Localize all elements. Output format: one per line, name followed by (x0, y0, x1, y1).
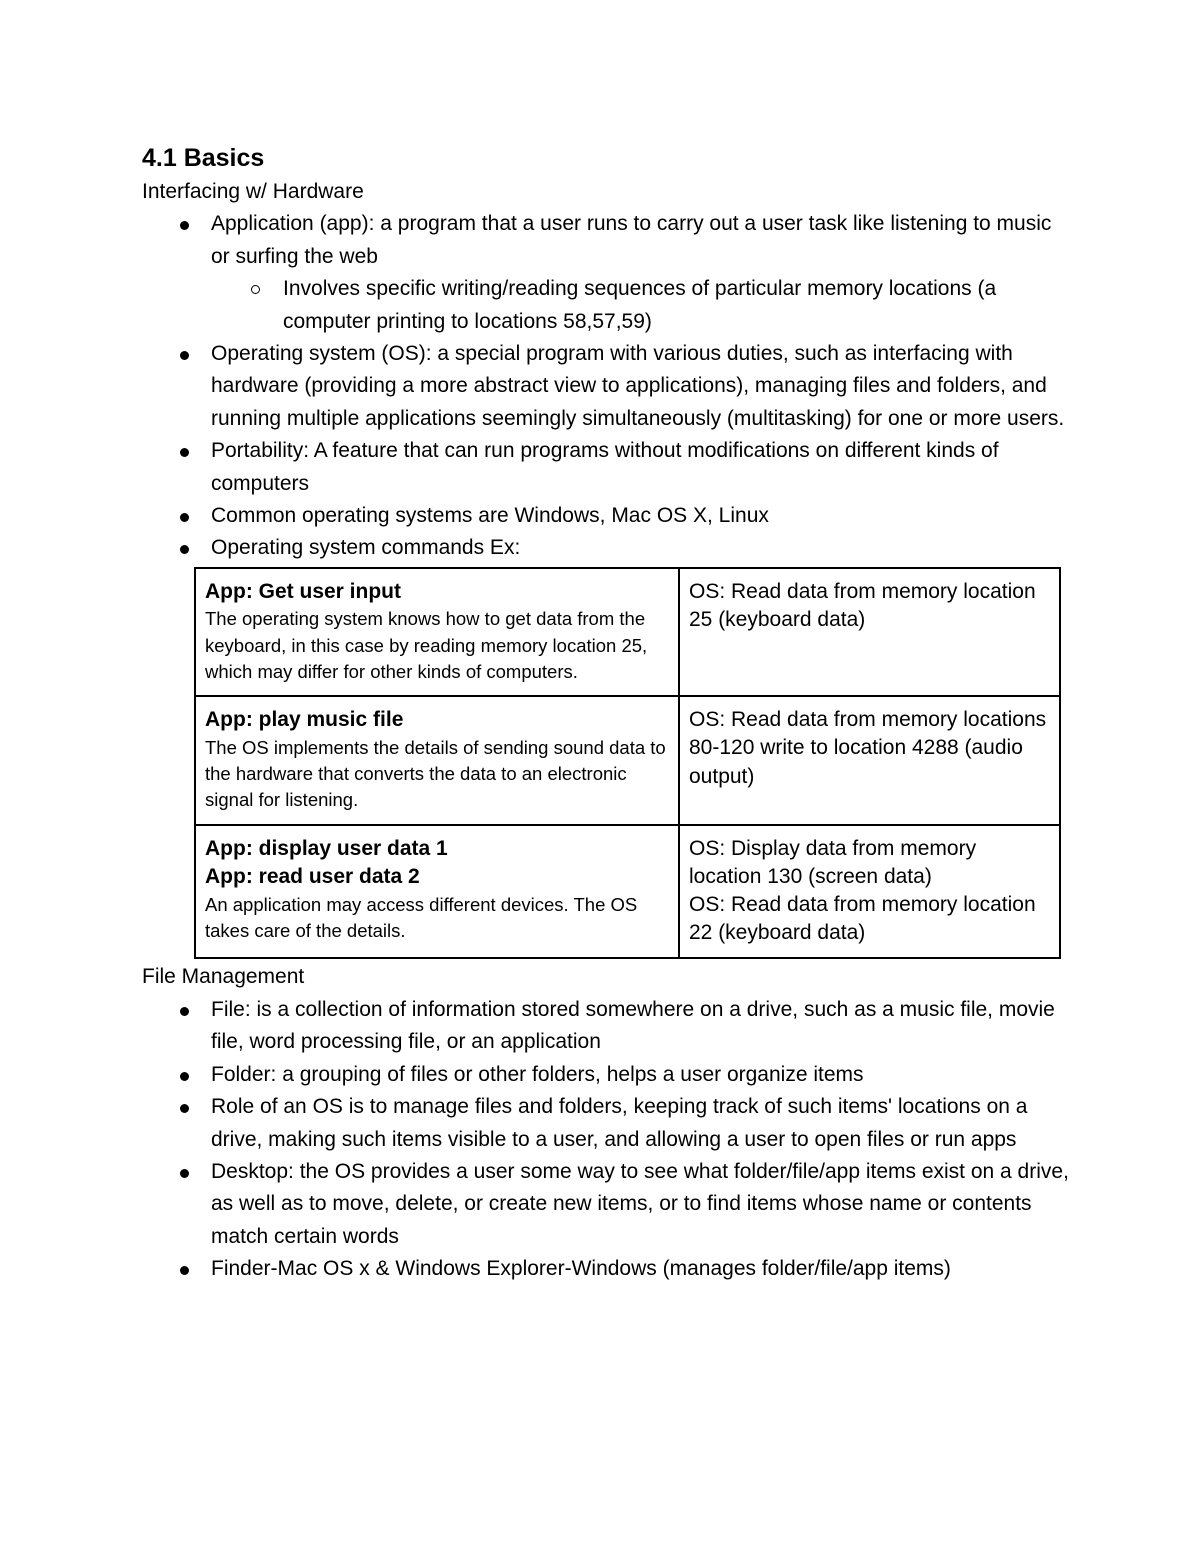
app-description: The OS implements the details of sending sound data to the hardware that converts the data to an electronic signal for listening. (205, 736, 666, 811)
app-description: An application may access different devices. The OS takes care of the details. (205, 893, 638, 941)
list-item (142, 1059, 1072, 1091)
section-title: 4.1 Basics (142, 144, 265, 172)
filled-bullet-icon (180, 513, 189, 522)
os-text: OS: Read data from memory locations 80-120 write to location 4288 (audio output) (689, 708, 1047, 788)
os-text: OS: Read data from memory location 22 (keyboard data) (689, 893, 1036, 945)
list-item-text: Role of an OS is to manage files and folders, keeping track of such items' locations on a drive, making such items visible to a user, and allowing a user to open files or run apps (211, 1095, 1028, 1151)
list-item-text: Application (app): a program that a user runs to carry out a user task like listening to music or surfing the web (211, 212, 1052, 268)
document-page (142, 140, 1072, 1286)
list-item-text: Portability: A feature that can run programs without modifications on different kinds of computers (211, 439, 999, 495)
list-item (142, 1091, 1072, 1156)
list-item (142, 500, 1072, 532)
list-item (142, 994, 1072, 1059)
list-item (142, 532, 1072, 564)
filled-bullet-icon (180, 1072, 189, 1081)
app-description: The operating system knows how to get data from the keyboard, in this case by reading memory location 25, which may differ for other kinds of computers. (205, 608, 648, 682)
sub-list-item (211, 273, 1072, 338)
app-title: App: display user data 1 (205, 836, 448, 860)
filled-bullet-icon (180, 221, 189, 230)
os-cell (679, 568, 1060, 696)
os-text: OS: Display data from memory location 130 (screen data) (689, 836, 977, 888)
app-title: App: read user data 2 (205, 865, 420, 889)
filled-bullet-icon (180, 351, 189, 360)
sub-list (211, 273, 1072, 338)
filled-bullet-icon (180, 1266, 189, 1275)
app-title: App: Get user input (205, 579, 401, 603)
filled-bullet-icon (180, 1169, 189, 1178)
table-row (195, 825, 1060, 959)
list-item-text: Common operating systems are Windows, Mac OS X, Linux (211, 504, 769, 528)
filled-bullet-icon (180, 1104, 189, 1113)
app-cell (195, 568, 679, 696)
subheading-files: File Management (142, 965, 305, 989)
list-item (142, 208, 1072, 338)
list-item-text: Operating system (OS): a special program with various duties, such as interfacing with hardware (providing a more abstract view to applications), managing files and folders, and running multiple applications seemingly simultaneously (multitasking) for one or more users. (211, 342, 1065, 430)
commands-table (194, 567, 1061, 960)
list-item-text: Folder: a grouping of files or other folders, helps a user organize items (211, 1062, 864, 1086)
os-text: OS: Read data from memory location 25 (keyboard data) (689, 579, 1036, 632)
sub-list-item-text: Involves specific writing/reading sequences of particular memory locations (a computer printing to locations 58,57,59) (283, 277, 997, 333)
os-cell (679, 696, 1060, 824)
hollow-bullet-icon (251, 285, 260, 294)
app-cell (195, 696, 679, 824)
app-title: App: play music file (205, 708, 404, 732)
list-item-text: Finder-Mac OS x & Windows Explorer-Windows (manages folder/file/app items) (211, 1257, 951, 1281)
list-item (142, 1253, 1072, 1285)
list-item (142, 435, 1072, 500)
list-item-text: File: is a collection of information stored somewhere on a drive, such as a music file, movie file, word processing file, or an application (211, 997, 1055, 1054)
table-row (195, 696, 1060, 824)
filled-bullet-icon (180, 545, 189, 554)
table-row (195, 568, 1060, 696)
filled-bullet-icon (180, 1007, 189, 1016)
filled-bullet-icon (180, 448, 189, 457)
list-item (142, 1156, 1072, 1253)
list-item (142, 338, 1072, 435)
file-list (142, 994, 1072, 1286)
hardware-list (142, 208, 1072, 564)
subheading-hardware: Interfacing w/ Hardware (142, 180, 364, 203)
list-item-text: Operating system commands Ex: (211, 536, 521, 560)
os-cell (679, 825, 1060, 959)
list-item-text: Desktop: the OS provides a user some way to see what folder/file/app items exist on a drive, as well as to move, delete, or create new items, or to find items whose name or contents match certain words (211, 1159, 1069, 1248)
app-cell (195, 825, 679, 959)
